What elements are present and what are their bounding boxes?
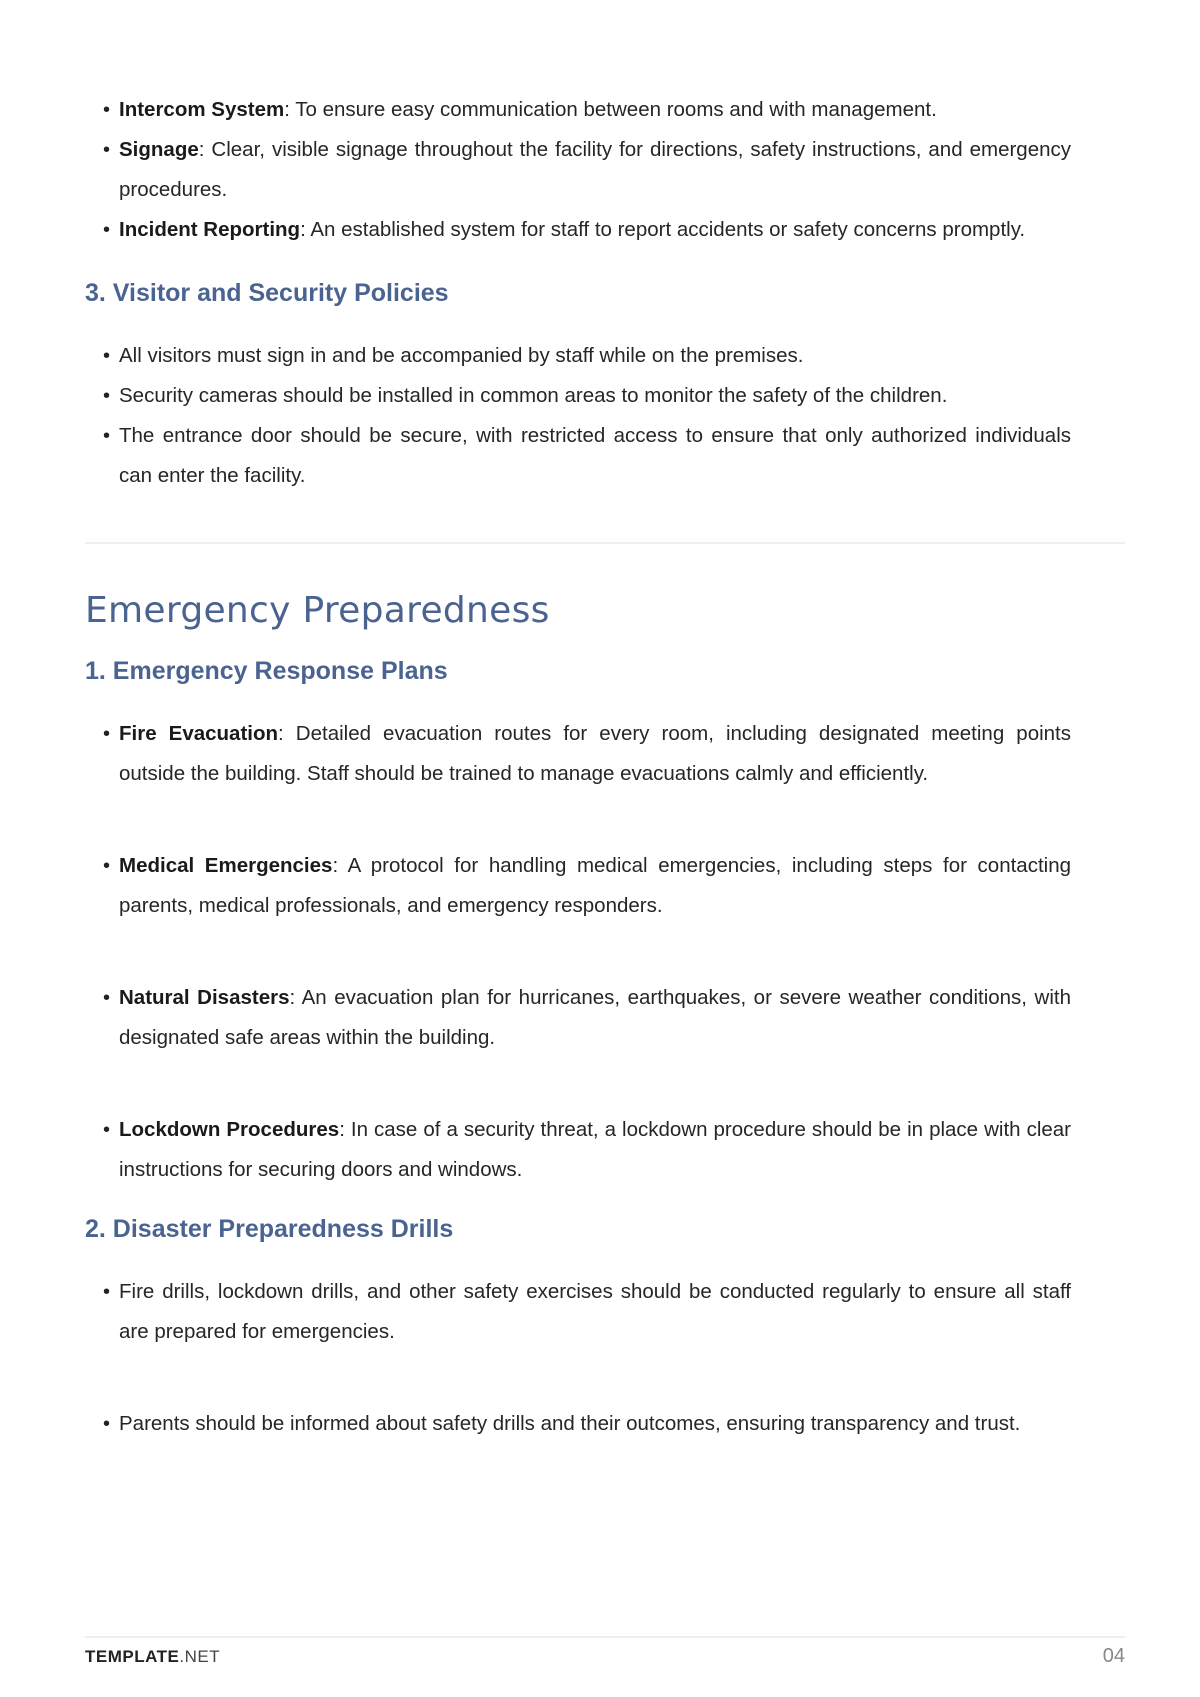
bullet-icon: • [103,219,111,241]
brand-logo [85,1647,220,1667]
list-item-term: Natural Disasters [119,986,290,1009]
list-item [85,90,1125,130]
list-item-text: : An established system for staff to report accidents or safety concerns promptly. [300,218,1026,241]
list-item-text: Parents should be informed about safety drills and their outcomes, ensuring transparency and trust. [119,1412,1021,1435]
bullet-icon: • [103,723,111,745]
list-item-text: : An evacuation plan for hurricanes, earthquakes, or severe weather conditions, with designated safe areas within the building. [119,986,1071,1049]
page-footer [85,1647,1125,1677]
list-item-text: All visitors must sign in and be accompanied by staff while on the premises. [119,344,804,367]
list-item-text: : Detailed evacuation routes for every room, including designated meeting points outside the building. Staff should be trained to manage evacuations calmly and efficiently. [119,722,1071,785]
list-item-term: Signage [119,138,199,161]
visitor-security-heading: 3. Visitor and Security Policies [85,279,449,307]
page-content [85,90,1125,1444]
list-item [85,1110,1125,1190]
brand-name-bold: TEMPLATE [85,1647,180,1666]
list-item-term: Fire Evacuation [119,722,279,745]
list-item-text: : To ensure easy communication between rooms and with management. [284,98,937,121]
section-divider [85,542,1125,544]
list-item-term: Lockdown Procedures [119,1118,340,1141]
list-item-text: Fire drills, lockdown drills, and other safety exercises should be conducted regularly to ensure all staff are prepared for emergencies. [119,1280,1071,1343]
bullet-icon: • [103,987,111,1009]
bullet-icon: • [103,345,111,367]
list-item-term: Medical Emergencies [119,854,333,877]
bullet-icon: • [103,425,111,447]
list-item [85,336,1125,376]
list-item [85,416,1125,496]
list-item [85,376,1125,416]
list-item-text: The entrance door should be secure, with restricted access to ensure that only authorized individuals can enter the facility. [119,424,1071,487]
page-number: 04 [1102,1645,1125,1667]
response-plans-list [85,714,1125,1190]
facility-features-list [85,90,1125,250]
list-item [85,1404,1125,1444]
bullet-icon: • [103,1413,111,1435]
bullet-icon: • [103,139,111,161]
list-item-text: : A protocol for handling medical emergencies, including steps for contacting parents, medical professionals, and emergency responders. [119,854,1071,917]
response-plans-heading: 1. Emergency Response Plans [85,657,448,685]
list-item [85,130,1125,210]
list-item-term: Intercom System [119,98,285,121]
visitor-security-list [85,336,1125,496]
bullet-icon: • [103,385,111,407]
list-item-term: Incident Reporting [119,218,301,241]
list-item-text: : In case of a security threat, a lockdown procedure should be in place with clear instructions for securing doors and windows. [119,1118,1072,1181]
section-title: Emergency Preparedness [85,590,550,631]
bullet-icon: • [103,1119,111,1141]
list-item [85,1272,1125,1352]
list-item [85,978,1125,1058]
list-item [85,846,1125,926]
drills-heading: 2. Disaster Preparedness Drills [85,1215,454,1243]
list-item [85,714,1125,794]
bullet-icon: • [103,99,111,121]
brand-name-suffix: .NET [179,1647,221,1666]
footer-divider [85,1636,1125,1638]
list-item-text: Security cameras should be installed in common areas to monitor the safety of the children. [119,384,948,407]
drills-list [85,1272,1125,1444]
list-item [85,210,1125,250]
bullet-icon: • [103,855,111,877]
list-item-text: : Clear, visible signage throughout the facility for directions, safety instructions, and emergency procedures. [119,138,1071,201]
bullet-icon: • [103,1281,111,1303]
